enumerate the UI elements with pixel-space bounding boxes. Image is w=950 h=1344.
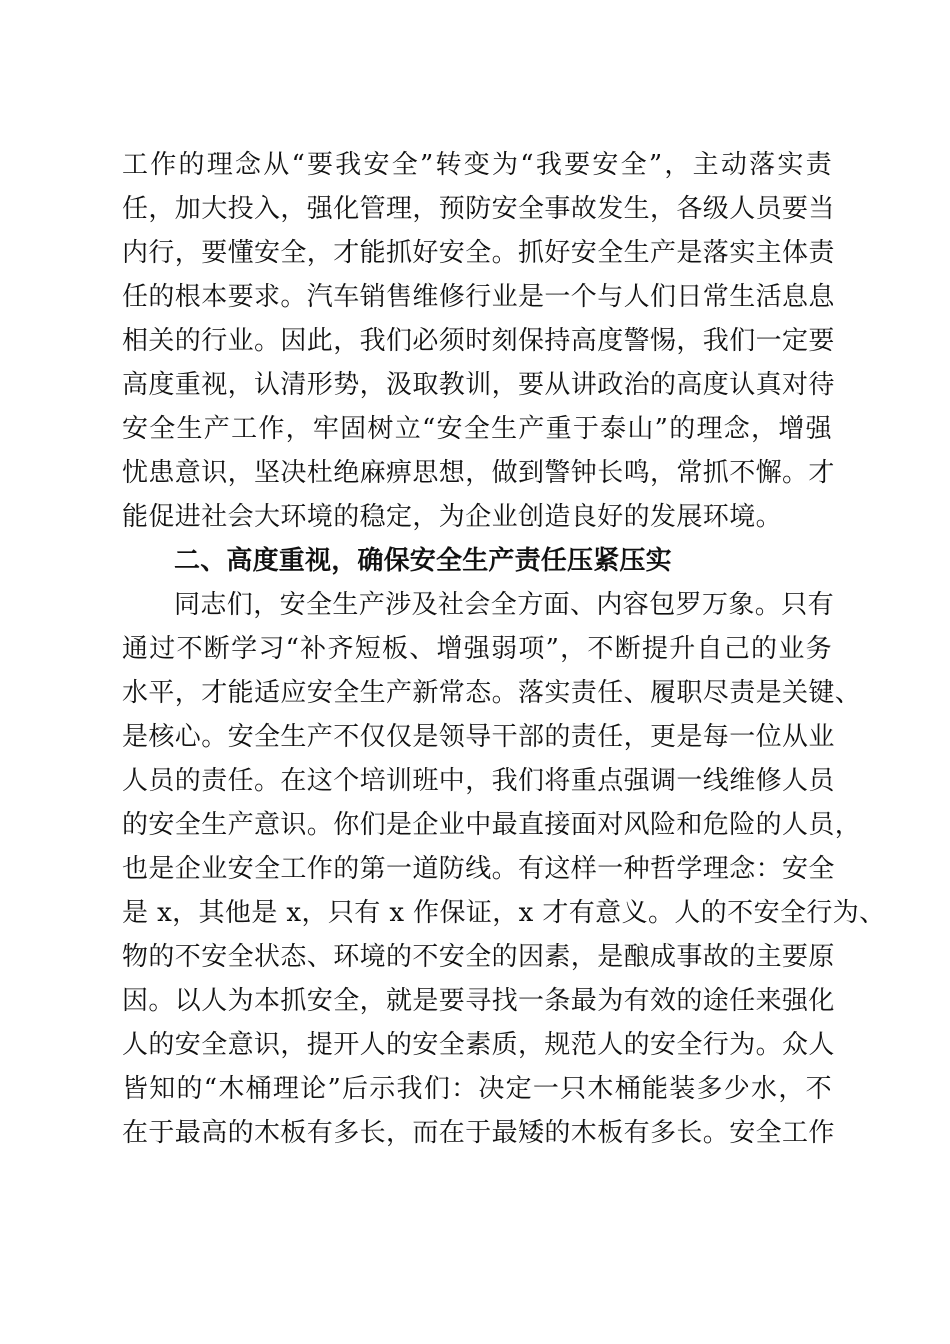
text-line: 水平，才能适应安全生产新常态。落实责任、履职尽责是关键、 — [122, 678, 862, 708]
paragraph-2 — [122, 583, 886, 1155]
text-line: 任，加大投入，强化管理，预防安全事故发生，各级人员要当 — [122, 194, 835, 224]
text-line: 能促进社会大环境的稳定，为企业创造良好的发展环境。 — [122, 502, 783, 532]
text-line: 相关的行业。因此，我们必须时刻保持高度警惕，我们一定要 — [122, 326, 835, 356]
text-line: 人员的责任。在这个培训班中，我们将重点强调一线维修人员 — [122, 766, 835, 796]
text-line: 同志们，安全生产涉及社会全方面、内容包罗万象。只有 — [174, 590, 835, 620]
text-line: 皆知的“木桶理论”后示我们：决定一只木桶能装多少水，不 — [122, 1074, 832, 1104]
paragraph-1 — [122, 143, 835, 539]
text-line: 在于最高的木板有多长，而在于最矮的木板有多长。安全工作 — [122, 1118, 835, 1148]
document-body — [122, 143, 886, 1155]
text-line: 物的不安全状态、环境的不安全的因素，是酿成事故的主要原 — [122, 942, 835, 972]
text-line: 人的安全意识，提开人的安全素质，规范人的安全行为。众人 — [122, 1030, 835, 1060]
text-line: 是核心。安全生产不仅仅是领导干部的责任，更是每一位从业 — [122, 722, 835, 752]
text-line: 忧患意识，坚决杜绝麻痹思想，做到警钟长鸣，常抓不懈。才 — [122, 458, 835, 488]
text-line: 高度重视，认清形势，汲取教训，要从讲政治的高度认真对待 — [122, 370, 835, 400]
text-line: 任的根本要求。汽车销售维修行业是一个与人们日常生活息息 — [122, 282, 835, 312]
text-line: 内行，要懂安全，才能抓好安全。抓好安全生产是落实主体责 — [122, 238, 835, 268]
text-line: 因。以人为本抓安全，就是要寻找一条最为有效的途任来强化 — [122, 986, 835, 1016]
section-heading: 二、高度重视，确保安全生产责任压紧压实 — [174, 546, 672, 576]
text-line: 工作的理念从“要我安全”转变为“我要安全”，主动落实责 — [122, 150, 832, 180]
text-line: 也是企业安全工作的第一道防线。有这样一种哲学理念：安全 — [122, 854, 835, 884]
text-line: 通过不断学习“补齐短板、增强弱项”，不断提升自己的业务 — [122, 634, 832, 664]
text-line: 的安全生产意识。你们是企业中最直接面对风险和危险的人员， — [122, 810, 862, 840]
text-line: 安全生产工作，牢固树立“安全生产重于泰山”的理念，增强 — [122, 414, 832, 444]
text-line: 是 x，其他是 x，只有 x 作保证，x 才有意义。人的不安全行为、 — [122, 898, 886, 928]
